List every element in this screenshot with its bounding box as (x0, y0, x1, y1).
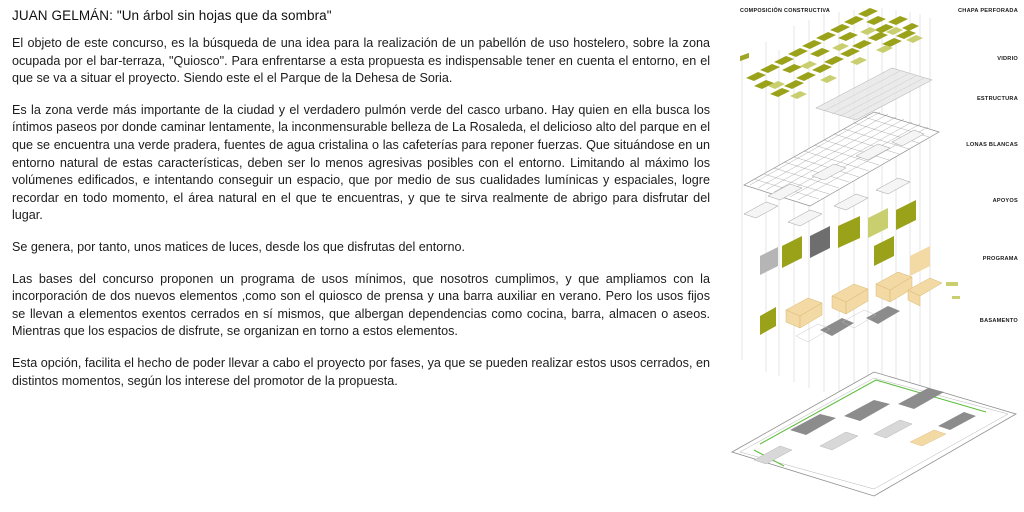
paragraph-4: Las bases del concurso proponen un programa de usos mínimos, que nosotros cumplimos, y que ampliamos con la incorporación de dos nuevos elementos ,como son el quiosco de prensa y una barra auxiliar en verano. Pero los usos fijos se llevan a elementos exentos cerrados en sí mismos, que albergan dependencias como cocina, barra, almacen o aseos. Mientras que los espacios de disfrute, se organizan en torno a estos elementos. (12, 271, 710, 339)
layer-apoyos (760, 200, 930, 276)
legend-item-chapa-perforada: CHAPA PERFORADA (958, 8, 1018, 14)
legend-item-lonas-blancas: LONAS BLANCAS (966, 142, 1018, 148)
legend-item-basamento: BASAMENTO (979, 318, 1018, 324)
paragraph-5: Esta opción, facilita el hecho de poder llevar a cabo el proyecto por fases, ya que se pueden realizar estos usos cerrados, en distintos momentos, según los interese del promotor de la propuesta. (12, 355, 710, 388)
legend-item-apoyos: APOYOS (992, 198, 1018, 204)
legend-item-estructura: ESTRUCTURA (976, 96, 1018, 102)
diagram-legend (942, 0, 1020, 512)
diagram-caption: COMPOSICIÓN CONSTRUCTIVA (740, 8, 831, 14)
exploded-axonometric-diagram (724, 0, 1024, 512)
legend-item-vidrio: VIDRIO (997, 56, 1018, 62)
paragraph-1: El objeto de este concurso, es la búsqueda de una idea para la realización de un pabellón de uso hostelero, sobre la zona ocupada por el bar-terraza, "Quiosco". Para enfrentarse a esta propuesta es indispensable tener en cuenta el entorno, en el que se va a situar el proyecto. Siendo este el el Parque de la Dehesa de Soria. (12, 36, 710, 86)
paragraph-2: Es la zona verde más importante de la ciudad y el verdadero pulmón verde del casco urbano. Hay quien en ella busca los íntimos paseos por donde caminar lentamente, la inconmensurable belleza de La Rosaleda, el delicioso alto del parque en el que se encuentra una verde pradera, fuentes de agua cristalina o las cafeterías para reponer fuerzas. Que situándose en un entorno natural de estas características, deben ser lo menos agresivas posibles con el entorno. Limitando al máximo los volúmenes edificados, e intentando conseguir un espacio, que por medio de sus cualidades lumínicas y espaciales, logre recordar en todo momento, el área natural en el que te encuentras, y que te sirva realmente de abrigo para disfrutar del lugar. (12, 102, 710, 223)
page-title: JUAN GELMÁN: "Un árbol sin hojas que da sombra" (12, 8, 332, 23)
paragraph-3: Se genera, por tanto, unos matices de luces, desde los que disfrutas del entorno. (12, 239, 465, 254)
legend-item-programa: PROGRAMA (982, 256, 1018, 262)
